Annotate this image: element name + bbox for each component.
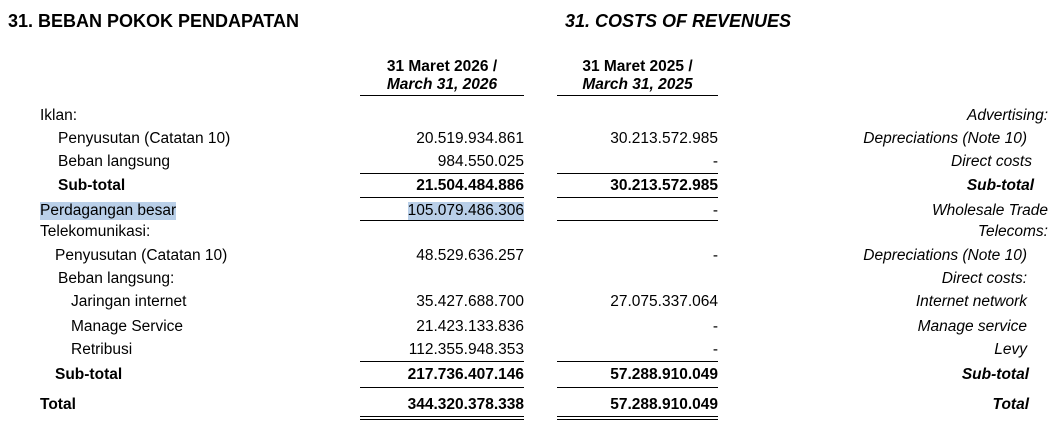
rule-2026 — [360, 197, 524, 198]
row-value-2025: - — [712, 341, 718, 358]
row-label-id: Sub-total — [55, 366, 123, 383]
row-value-2025: 30.213.572.985 — [610, 130, 718, 147]
row-label-en: Telecoms: — [977, 223, 1048, 240]
section-title-id: 31. BEBAN POKOK PENDAPATAN — [8, 11, 300, 31]
row-label-en: Sub-total — [966, 177, 1034, 194]
row-label-en: Levy — [994, 341, 1027, 358]
header-underline-2026 — [360, 95, 524, 96]
column-header-2026-line1: 31 Maret 2026 / — [386, 58, 498, 75]
column-header-2025 — [557, 58, 718, 94]
row-value-2026: 105.079.486.306 — [407, 202, 524, 219]
row-value-2026: 35.427.688.700 — [416, 293, 524, 310]
row-value-2026: 984.550.025 — [437, 153, 524, 170]
rule-2025 — [557, 197, 718, 198]
column-header-2025-line1: 31 Maret 2025 / — [582, 58, 693, 75]
row-value-2026: 21.504.484.886 — [416, 177, 524, 194]
row-value-2025: - — [712, 153, 718, 170]
row-label-en: Depreciations (Note 10) — [863, 130, 1027, 147]
header-underline-2025 — [557, 95, 718, 96]
row-label-id: Total — [40, 396, 76, 413]
row-label-id: Sub-total — [58, 177, 126, 194]
row-label-en: Wholesale Trade — [931, 202, 1048, 219]
section-title-en: 31. COSTS OF REVENUES — [565, 11, 792, 31]
row-value-2025: - — [712, 247, 718, 264]
column-header-2026-line2: March 31, 2026 — [386, 76, 498, 93]
row-value-2026: 20.519.934.861 — [416, 130, 524, 147]
row-label-en: Internet network — [915, 293, 1027, 310]
row-value-2025: 27.075.337.064 — [610, 293, 718, 310]
row-label-id: Jaringan internet — [71, 293, 187, 310]
row-label-id: Penyusutan (Catatan 10) — [58, 130, 231, 147]
row-label-id: Beban langsung: — [58, 270, 175, 287]
row-value-2026: 344.320.378.338 — [407, 396, 524, 413]
row-value-2025: - — [712, 318, 718, 335]
row-label-id: Perdagangan besar — [40, 202, 177, 219]
row-label-id: Beban langsung — [58, 153, 171, 170]
row-value-2026: 21.423.133.836 — [416, 318, 524, 335]
row-label-id: Manage Service — [71, 318, 184, 335]
row-label-en: Direct costs: — [941, 270, 1027, 287]
row-label-id: Penyusutan (Catatan 10) — [55, 247, 228, 264]
column-header-2026 — [360, 58, 524, 94]
row-label-en: Direct costs — [951, 153, 1032, 170]
row-label-en: Total — [992, 396, 1029, 413]
row-label-en: Depreciations (Note 10) — [863, 247, 1027, 264]
row-value-2025: 57.288.910.049 — [610, 396, 718, 413]
rule-2025 — [557, 361, 718, 362]
rule-2025 — [557, 173, 718, 174]
total-double-rule-2025-b — [557, 419, 718, 420]
row-value-2026: 48.529.636.257 — [416, 247, 524, 264]
total-double-rule-2026-a — [360, 416, 524, 417]
total-double-rule-2025-a — [557, 416, 718, 417]
row-label-en: Advertising: — [967, 107, 1048, 124]
column-header-2025-line2: March 31, 2025 — [582, 76, 693, 93]
rule-2025 — [557, 220, 718, 221]
rule-2026 — [360, 220, 524, 221]
row-label-id: Iklan: — [40, 107, 78, 124]
row-label-id: Retribusi — [71, 341, 133, 358]
row-value-2025: 30.213.572.985 — [610, 177, 718, 194]
rule-2025 — [557, 387, 718, 388]
row-value-2025: - — [712, 202, 718, 219]
row-value-2026: 217.736.407.146 — [407, 366, 524, 383]
row-value-2025: 57.288.910.049 — [610, 366, 718, 383]
rule-2026 — [360, 361, 524, 362]
row-value-2026: 112.355.948.353 — [408, 341, 524, 358]
rule-2026 — [360, 173, 524, 174]
row-label-id: Telekomunikasi: — [40, 223, 151, 240]
total-double-rule-2026-b — [360, 419, 524, 420]
rule-2026 — [360, 387, 524, 388]
row-label-en: Manage service — [917, 318, 1027, 335]
row-label-en: Sub-total — [961, 366, 1029, 383]
